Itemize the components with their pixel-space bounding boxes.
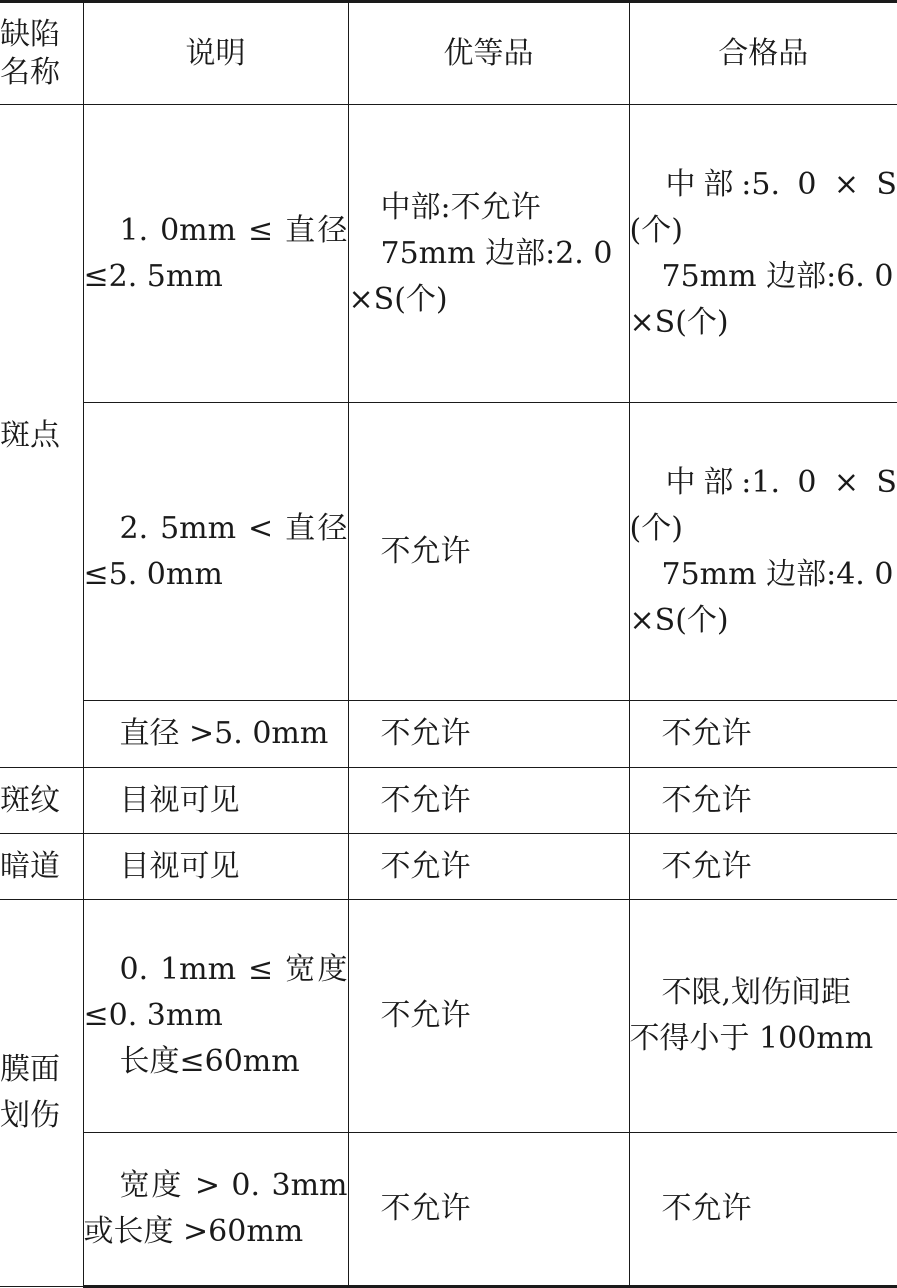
table-row	[0, 834, 897, 900]
superior-cell: 不允许	[348, 768, 629, 834]
qualified-cell: 中部:1. 0 × S (个) 75mm 边部:4. 0 ×S(个)	[629, 403, 897, 701]
description-cell: 0. 1mm ≤ 宽度 ≤0. 3mm 长度≤60mm	[83, 900, 348, 1133]
description-cell: 2. 5mm < 直径 ≤5. 0mm	[83, 403, 348, 701]
header-superior-grade: 优等品	[348, 2, 629, 105]
superior-cell: 中部:不允许 75mm 边部:2. 0 ×S(个)	[348, 105, 629, 403]
defect-name-dark-lane: 暗道	[0, 834, 83, 900]
table-row	[0, 900, 897, 1133]
qualified-cell: 中部:5. 0 × S (个) 75mm 边部:6. 0 ×S(个)	[629, 105, 897, 403]
superior-cell: 不允许	[348, 1133, 629, 1287]
header-qualified-grade: 合格品	[629, 2, 897, 105]
description-cell: 1. 0mm ≤ 直径 ≤2. 5mm	[83, 105, 348, 403]
description-cell: 目视可见	[83, 768, 348, 834]
table-row	[0, 105, 897, 403]
defect-name-streak: 斑纹	[0, 768, 83, 834]
superior-cell: 不允许	[348, 701, 629, 768]
superior-cell: 不允许	[348, 900, 629, 1133]
description-cell: 宽度 > 0. 3mm 或长度 >60mm	[83, 1133, 348, 1287]
qualified-cell: 不允许	[629, 701, 897, 768]
header-row	[0, 2, 897, 105]
superior-cell: 不允许	[348, 403, 629, 701]
table-row	[0, 768, 897, 834]
header-defect-name: 缺陷 名称	[0, 2, 83, 105]
defect-name-spot: 斑点	[0, 105, 83, 768]
description-cell: 直径 >5. 0mm	[83, 701, 348, 768]
qualified-cell: 不允许	[629, 834, 897, 900]
table-row	[0, 701, 897, 768]
superior-cell: 不允许	[348, 834, 629, 900]
qualified-cell: 不允许	[629, 1133, 897, 1287]
header-description: 说明	[83, 2, 348, 105]
table-row	[0, 403, 897, 701]
table-row	[0, 1133, 897, 1287]
qualified-cell: 不限,划伤间距 不得小于 100mm	[629, 900, 897, 1133]
description-cell: 目视可见	[83, 834, 348, 900]
defect-name-scratch: 膜面 划伤	[0, 900, 83, 1287]
qualified-cell: 不允许	[629, 768, 897, 834]
